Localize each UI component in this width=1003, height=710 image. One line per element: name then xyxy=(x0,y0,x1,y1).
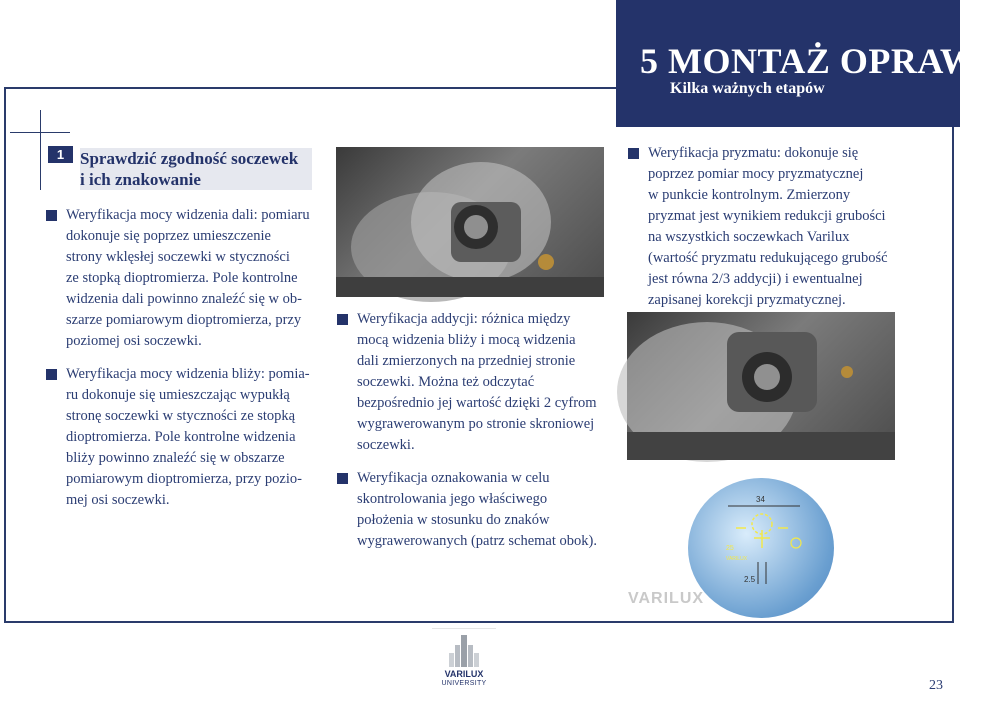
lensmeter-photo-addition xyxy=(336,147,604,297)
bullet-square-icon xyxy=(337,473,348,484)
text-line: na wszystkich soczewkach Varilux xyxy=(648,229,850,245)
text-line: położenia w stosunku do znaków xyxy=(357,512,550,528)
text-line: jest równa 2/3 addycji) i ewentualnej xyxy=(648,271,863,287)
text-line: mocą widzenia bliży i mocą widzenia xyxy=(357,332,576,348)
paragraph-near-power xyxy=(46,364,331,511)
diagram-brand-mark: VARILUX xyxy=(726,556,748,562)
left-column xyxy=(46,205,331,523)
text-line: zapisanej korekcji pryzmatycznej. xyxy=(648,292,846,308)
text-line: Weryfikacja pryzmatu: dokonuje się xyxy=(648,145,859,161)
paragraph-marking xyxy=(337,468,612,552)
text-line: Weryfikacja oznakowania w celu xyxy=(357,470,550,486)
text-line: pomiarowym dioptromierza, przy pozio- xyxy=(66,471,302,487)
bullet-square-icon xyxy=(628,148,639,159)
text-line: poziomej osi soczewki. xyxy=(66,333,202,349)
university-brand: VARILUX xyxy=(444,669,484,679)
text-line: soczewki. xyxy=(357,437,415,453)
text-line: szarze pomiarowym dioptromierza, przy xyxy=(66,312,302,328)
text-line: bliży powinno znaleźć się w obszarze xyxy=(66,450,285,466)
text-line: Weryfikacja mocy widzenia dali: pomiaru xyxy=(66,207,310,223)
middle-column xyxy=(337,309,612,564)
diagram-top-value: 34 xyxy=(756,495,765,504)
section-title xyxy=(80,148,312,190)
lens-marking-diagram xyxy=(688,478,834,618)
text-line: dali zmierzonych na przedniej stronie xyxy=(357,353,576,369)
text-line: poprzez pomiar mocy pryzmatycznej xyxy=(648,166,864,182)
bullet-square-icon xyxy=(337,314,348,325)
section-title-line-1: Sprawdzić zgodność soczewek xyxy=(80,149,299,168)
diagram-side-value: 25 xyxy=(726,545,734,552)
paragraph-distance-power xyxy=(46,205,331,352)
university-label: UNIVERSITY xyxy=(441,680,487,687)
varilux-logo: VARILUX xyxy=(628,590,705,607)
text-line: Weryfikacja addycji: różnica między xyxy=(357,311,571,327)
text-line: ru dokonuje się umieszczając wypukłą xyxy=(66,387,290,403)
paragraph-addition xyxy=(337,309,612,456)
chapter-header xyxy=(616,0,1003,127)
text-line: wygrawerowanym po stronie skroniowej xyxy=(357,416,595,432)
crosshair-vertical xyxy=(40,110,41,190)
text-line: skontrolowania jego właściwego xyxy=(357,491,548,507)
chapter-title: 5 MONTAŻ OPRAWY xyxy=(640,41,1003,81)
bullet-square-icon xyxy=(46,210,57,221)
text-line: bezpośrednio jej wartość dzięki 2 cyfrom xyxy=(357,395,597,411)
page-number: 23 xyxy=(929,678,943,693)
varilux-university-logo xyxy=(432,628,496,710)
text-line: wygrawerowanych (patrz schemat obok). xyxy=(357,533,597,549)
text-line: ze stopką dioptromierza. Pole kontrolne xyxy=(66,270,298,286)
crosshair-horizontal xyxy=(10,132,70,133)
diagram-bottom-value: 2.5 xyxy=(744,575,756,584)
text-line: Weryfikacja mocy widzenia bliży: pomia- xyxy=(66,366,310,382)
bullet-square-icon xyxy=(46,369,57,380)
right-column xyxy=(628,143,928,323)
paragraph-prism xyxy=(628,143,928,311)
text-line: stronę soczewki w styczności ze stopką xyxy=(66,408,296,424)
text-line: (wartość pryzmatu redukującego grubość xyxy=(648,250,888,266)
text-line: strony wklęsłej soczewki w styczności xyxy=(66,249,290,265)
text-line: dioptromierza. Pole kontrolne widzenia xyxy=(66,429,296,445)
step-number-badge: 1 xyxy=(48,146,73,163)
text-line: mej osi soczewki. xyxy=(66,492,170,508)
text-line: dokonuje się poprzez umieszczenie xyxy=(66,228,271,244)
text-line: pryzmat jest wynikiem redukcji grubości xyxy=(648,208,886,224)
section-title-line-2: i ich znakowanie xyxy=(80,170,201,189)
text-line: w punkcie kontrolnym. Zmierzony xyxy=(648,187,851,203)
text-line: widzenia dali powinno znaleźć się w ob- xyxy=(66,291,302,307)
building-icon xyxy=(432,631,496,671)
lensmeter-photo-prism xyxy=(627,312,895,460)
chapter-subtitle: Kilka ważnych etapów xyxy=(670,80,825,97)
text-line: soczewki. Można też odczytać xyxy=(357,374,535,390)
